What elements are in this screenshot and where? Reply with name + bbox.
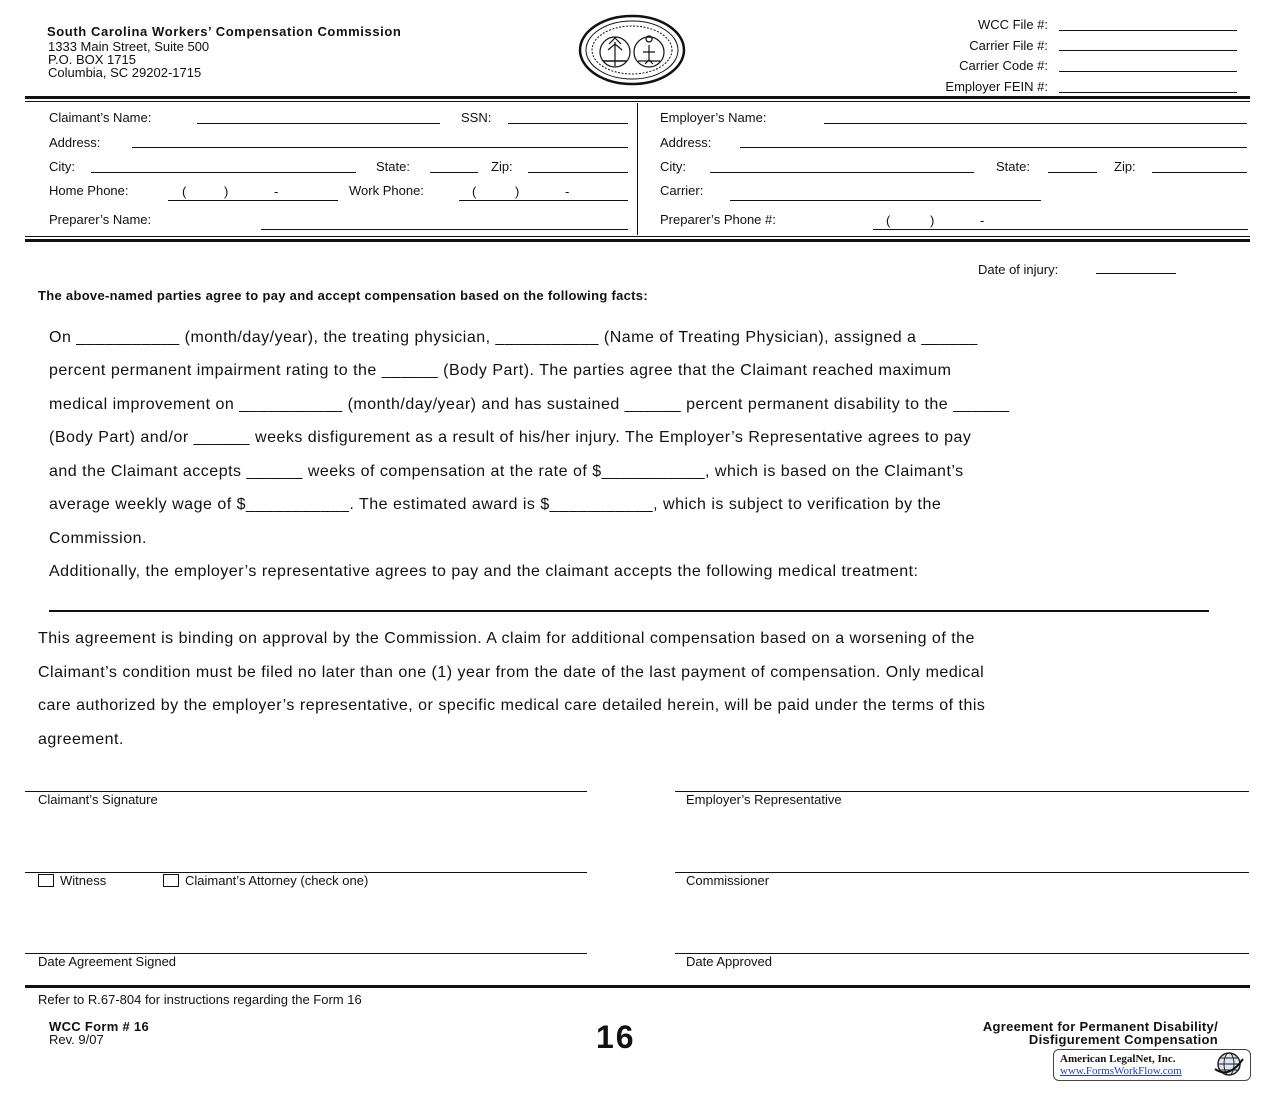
employer-address-label: Address: — [660, 135, 712, 150]
facts-intro: The above-named parties agree to pay and accept compensation based on the following facts: — [38, 288, 648, 303]
form-title-line-2: Disfigurement Compensation — [1028, 1032, 1218, 1047]
preparer-phone-field[interactable] — [873, 229, 1248, 230]
home-phone-label: Home Phone: — [49, 183, 129, 198]
header-rule-thin — [25, 101, 1250, 102]
preparer-name-field[interactable] — [261, 229, 628, 230]
date-of-injury-field[interactable] — [1096, 273, 1176, 274]
commission-name: South Carolina Workers’ Compensation Commission — [47, 24, 402, 39]
home-phone-field[interactable] — [168, 200, 338, 201]
carrier-field[interactable] — [730, 200, 1041, 201]
employer-name-label: Employer’s Name: — [660, 110, 767, 125]
preparer-phone-dash: - — [980, 213, 985, 228]
attorney-label: Claimant’s Attorney (check one) — [185, 873, 369, 888]
home-phone-close-paren: ) — [224, 184, 229, 199]
address-line-3: Columbia, SC 29202-1715 — [48, 65, 202, 80]
facts-line-4: (Body Part) and/or ______ weeks disfigurement as a result of his/her injury. The Employer’s Representative agrees to pay — [49, 429, 972, 446]
facts-line-6: average weekly wage of $___________. The estimated award is $___________, which is subject to verification by the — [49, 496, 942, 513]
vendor-name: American LegalNet, Inc. — [1060, 1053, 1176, 1065]
witness-option — [38, 873, 106, 888]
binding-line-4: agreement. — [38, 731, 124, 748]
date-approved-label: Date Approved — [686, 954, 773, 969]
refer-note: Refer to R.67-804 for instructions regarding the Form 16 — [38, 992, 362, 1007]
binding-line-2: Claimant’s condition must be filed no later than one (1) year from the date of the last payment of compensation. Only medical — [38, 664, 985, 681]
work-phone-field[interactable] — [459, 200, 628, 201]
employer-city-field[interactable] — [710, 172, 974, 173]
ssn-label: SSN: — [461, 110, 492, 125]
work-phone-label: Work Phone: — [349, 183, 424, 198]
claimant-state-label: State: — [376, 159, 410, 174]
employer-name-field[interactable] — [824, 123, 1247, 124]
footer-rule — [25, 985, 1250, 988]
claimant-zip-field[interactable] — [528, 172, 628, 173]
form-label: WCC Form # 16 — [49, 1019, 149, 1034]
attorney-option — [163, 873, 368, 888]
preparer-phone-label: Preparer’s Phone #: — [660, 212, 776, 227]
facts-line-7: Commission. — [49, 530, 147, 547]
witness-checkbox[interactable] — [38, 874, 54, 887]
header-rule — [25, 96, 1250, 99]
globe-icon — [1212, 1051, 1246, 1077]
employer-fein-field[interactable] — [1059, 92, 1237, 93]
wcc-file-label: WCC File #: — [977, 17, 1048, 32]
form-title-line-1: Agreement for Permanent Disability/ — [982, 1019, 1218, 1034]
employer-state-label: State: — [996, 159, 1030, 174]
employer-city-label: City: — [660, 159, 686, 174]
claimant-city-label: City: — [49, 159, 75, 174]
address-line-1: 1333 Main Street, Suite 500 — [48, 39, 210, 54]
carrier-label: Carrier: — [660, 183, 704, 198]
facts-line-5: and the Claimant accepts ______ weeks of compensation at the rate of $___________, which is based on the Claimant’s — [49, 463, 964, 480]
employer-zip-label: Zip: — [1114, 159, 1136, 174]
form-revision: Rev. 9/07 — [49, 1032, 104, 1047]
form-number: 16 — [596, 1019, 636, 1055]
home-phone-open-paren: ( — [182, 184, 187, 199]
carrier-code-label: Carrier Code #: — [959, 58, 1048, 73]
facts-line-3: medical improvement on ___________ (month/day/year) and has sustained ______ percent permanent disability to the ______ — [49, 396, 1010, 413]
claimant-zip-label: Zip: — [491, 159, 513, 174]
claimant-name-label: Claimant’s Name: — [49, 110, 152, 125]
parties-rule — [25, 239, 1250, 242]
work-phone-dash: - — [565, 184, 570, 199]
carrier-code-field[interactable] — [1059, 71, 1237, 72]
attorney-checkbox[interactable] — [163, 874, 179, 887]
vendor-link[interactable]: www.FormsWorkFlow.com — [1060, 1065, 1182, 1077]
employer-zip-field[interactable] — [1152, 172, 1247, 173]
facts-line-2: percent permanent impairment rating to the ______ (Body Part). The parties agree that the Claimant reached maximum — [49, 362, 952, 379]
claimant-address-label: Address: — [49, 135, 101, 150]
home-phone-dash: - — [274, 184, 279, 199]
facts-line-1: On ___________ (month/day/year), the treating physician, ___________ (Name of Treating Physician), assigned a ______ — [49, 329, 978, 346]
parties-rule-thin — [25, 236, 1250, 237]
claimant-signature-label: Claimant’s Signature — [38, 792, 158, 807]
employer-rep-label: Employer’s Representative — [686, 792, 842, 807]
employer-address-field[interactable] — [740, 147, 1247, 148]
preparer-phone-open-paren: ( — [886, 213, 891, 228]
work-phone-open-paren: ( — [472, 184, 477, 199]
preparer-phone-close-paren: ) — [930, 213, 935, 228]
witness-label: Witness — [60, 873, 107, 888]
employer-fein-label: Employer FEIN #: — [945, 79, 1048, 94]
ssn-field[interactable] — [508, 123, 628, 124]
claimant-city-field[interactable] — [91, 172, 356, 173]
carrier-file-field[interactable] — [1059, 50, 1237, 51]
preparer-name-label: Preparer’s Name: — [49, 212, 152, 227]
medical-treatment-field[interactable] — [49, 610, 1209, 612]
claimant-address-field[interactable] — [132, 147, 628, 148]
parties-divider — [637, 103, 638, 235]
date-signed-label: Date Agreement Signed — [38, 954, 177, 969]
commissioner-label: Commissioner — [686, 873, 770, 888]
facts-line-8: Additionally, the employer’s representative agrees to pay and the claimant accepts the following medical treatment: — [49, 563, 919, 580]
claimant-state-field[interactable] — [430, 172, 478, 173]
binding-line-1: This agreement is binding on approval by the Commission. A claim for additional compensation based on a worsening of the — [38, 630, 975, 647]
date-of-injury-label: Date of injury: — [978, 262, 1059, 277]
claimant-name-field[interactable] — [197, 123, 440, 124]
address-line-2: P.O. BOX 1715 — [48, 52, 136, 67]
carrier-file-label: Carrier File #: — [969, 38, 1048, 53]
state-seal-icon — [578, 14, 686, 86]
wcc-file-field[interactable] — [1059, 30, 1237, 31]
binding-line-3: care authorized by the employer’s representative, or specific medical care detailed herein, will be paid under the terms of this — [38, 697, 986, 714]
work-phone-close-paren: ) — [515, 184, 520, 199]
employer-state-field[interactable] — [1048, 172, 1097, 173]
